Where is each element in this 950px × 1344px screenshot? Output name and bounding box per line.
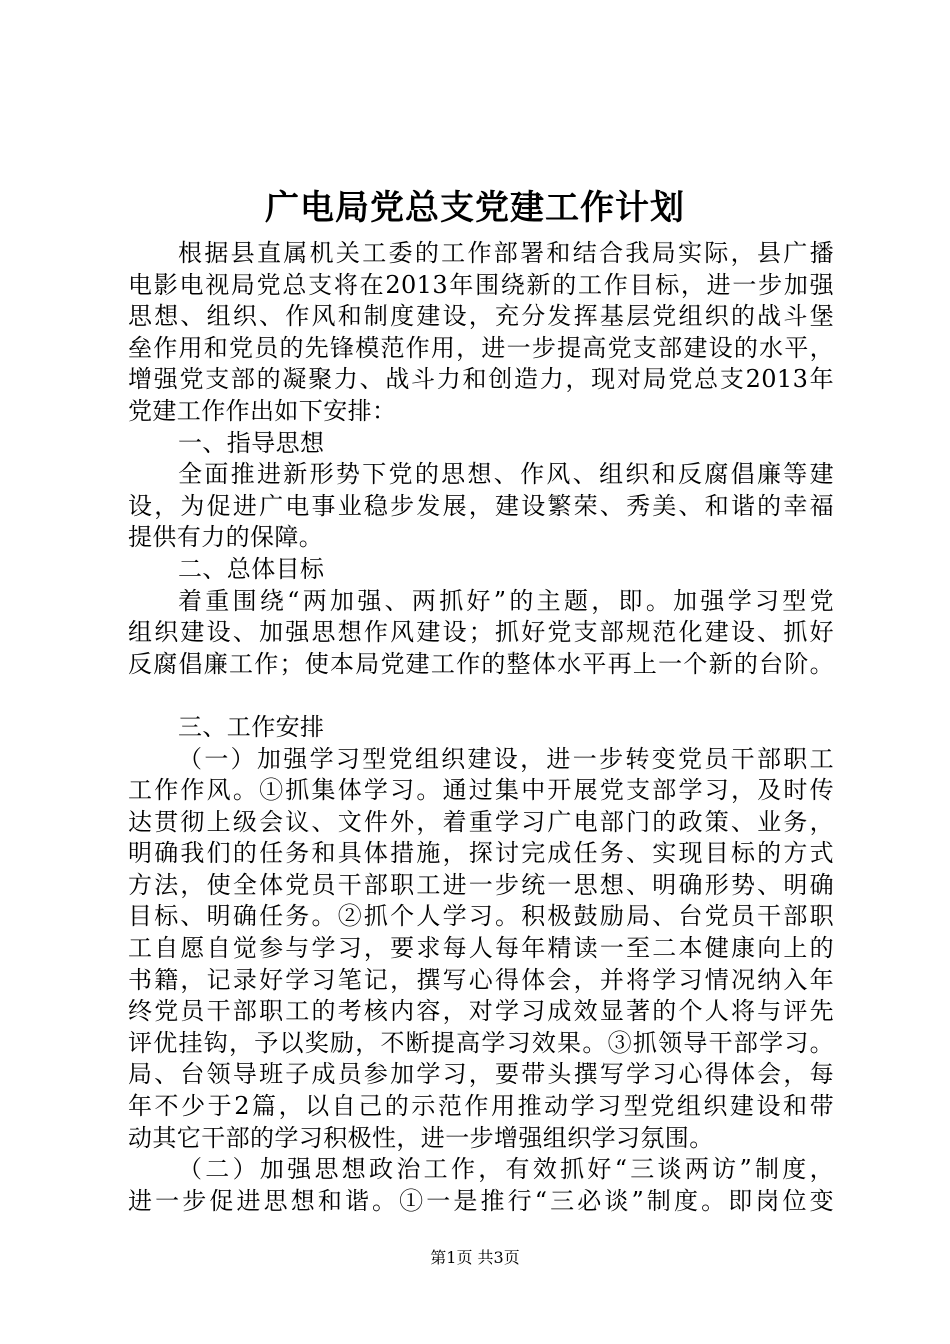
body-line: 进一步促进思想和谐。①一是推行“三必谈”制度。即岗位变 [128,1186,834,1215]
body-line: 工作作风。①抓集体学习。通过集中开展党支部学习，及时传 [128,776,834,805]
body-line: 书籍，记录好学习笔记，撰写心得体会，并将学习情况纳入年 [128,965,834,994]
body-line: 年不少于2篇，以自己的示范作用推动学习型党组织建设和带 [128,1092,834,1121]
body-line: 党建工作作出如下安排： [128,396,397,425]
body-line: 动其它干部的学习积极性，进一步增强组织学习氛围。 [128,1123,714,1152]
body-line: 反腐倡廉工作；使本局党建工作的整体水平再上一个新的台阶。 [128,649,834,678]
body-line: 局、台领导班子成员参加学习，要带头撰写学习心得体会，每 [128,1060,834,1089]
body-line: 终党员干部职工的考核内容，对学习成效显著的个人将与评先 [128,997,834,1026]
body-line: 组织建设、加强思想作风建设；抓好党支部规范化建设、抓好 [128,618,834,647]
section-heading-overall-goal: 二、总体目标 [178,554,325,583]
body-line: 思想、组织、作风和制度建设，充分发挥基层党组织的战斗堡 [128,302,834,331]
body-line: 明确我们的任务和具体措施，探讨完成任务、实现目标的方式 [128,839,834,868]
section-heading-guiding-thought: 一、指导思想 [178,428,325,457]
body-line: 增强党支部的凝聚力、战斗力和创造力，现对局党总支2013年 [128,365,834,394]
page-number: 第1页 共3页 [430,1248,520,1267]
body-line: 垒作用和党员的先锋模范作用，进一步提高党支部建设的水平， [128,333,834,362]
body-line: 设，为促进广电事业稳步发展，建设繁荣、秀美、和谐的幸福 [128,491,834,520]
body-line: 达贯彻上级会议、文件外，着重学习广电部门的政策、业务， [128,807,834,836]
body-line: 着重围绕“两加强、两抓好”的主题，即。加强学习型党 [178,586,834,615]
body-line: 目标、明确任务。②抓个人学习。积极鼓励局、台党员干部职 [128,902,834,931]
body-line: 评优挂钩，予以奖励，不断提高学习效果。③抓领导干部学习。 [128,1028,834,1057]
document-body [128,238,834,1217]
section-heading-work-arrangement: 三、工作安排 [178,712,325,741]
body-line: 方法，使全体党员干部职工进一步统一思想、明确形势、明确 [128,870,834,899]
body-line: 根据县直属机关工委的工作部署和结合我局实际，县广播 [178,239,834,267]
document-title: 广电局党总支党建工作计划 [265,188,685,228]
body-line: 电影电视局党总支将在2013年围绕新的工作目标，进一步加强 [128,270,834,299]
body-line: 工自愿自觉参与学习，要求每人每年精读一至二本健康向上的 [128,934,834,963]
body-line: 提供有力的保障。 [128,523,324,552]
blank-line [128,680,834,712]
body-line: （一）加强学习型党组织建设，进一步转变党员干部职工 [178,744,834,773]
body-line: 全面推进新形势下党的思想、作风、组织和反腐倡廉等建 [178,460,834,489]
body-line: （二）加强思想政治工作，有效抓好“三谈两访”制度， [178,1155,834,1184]
